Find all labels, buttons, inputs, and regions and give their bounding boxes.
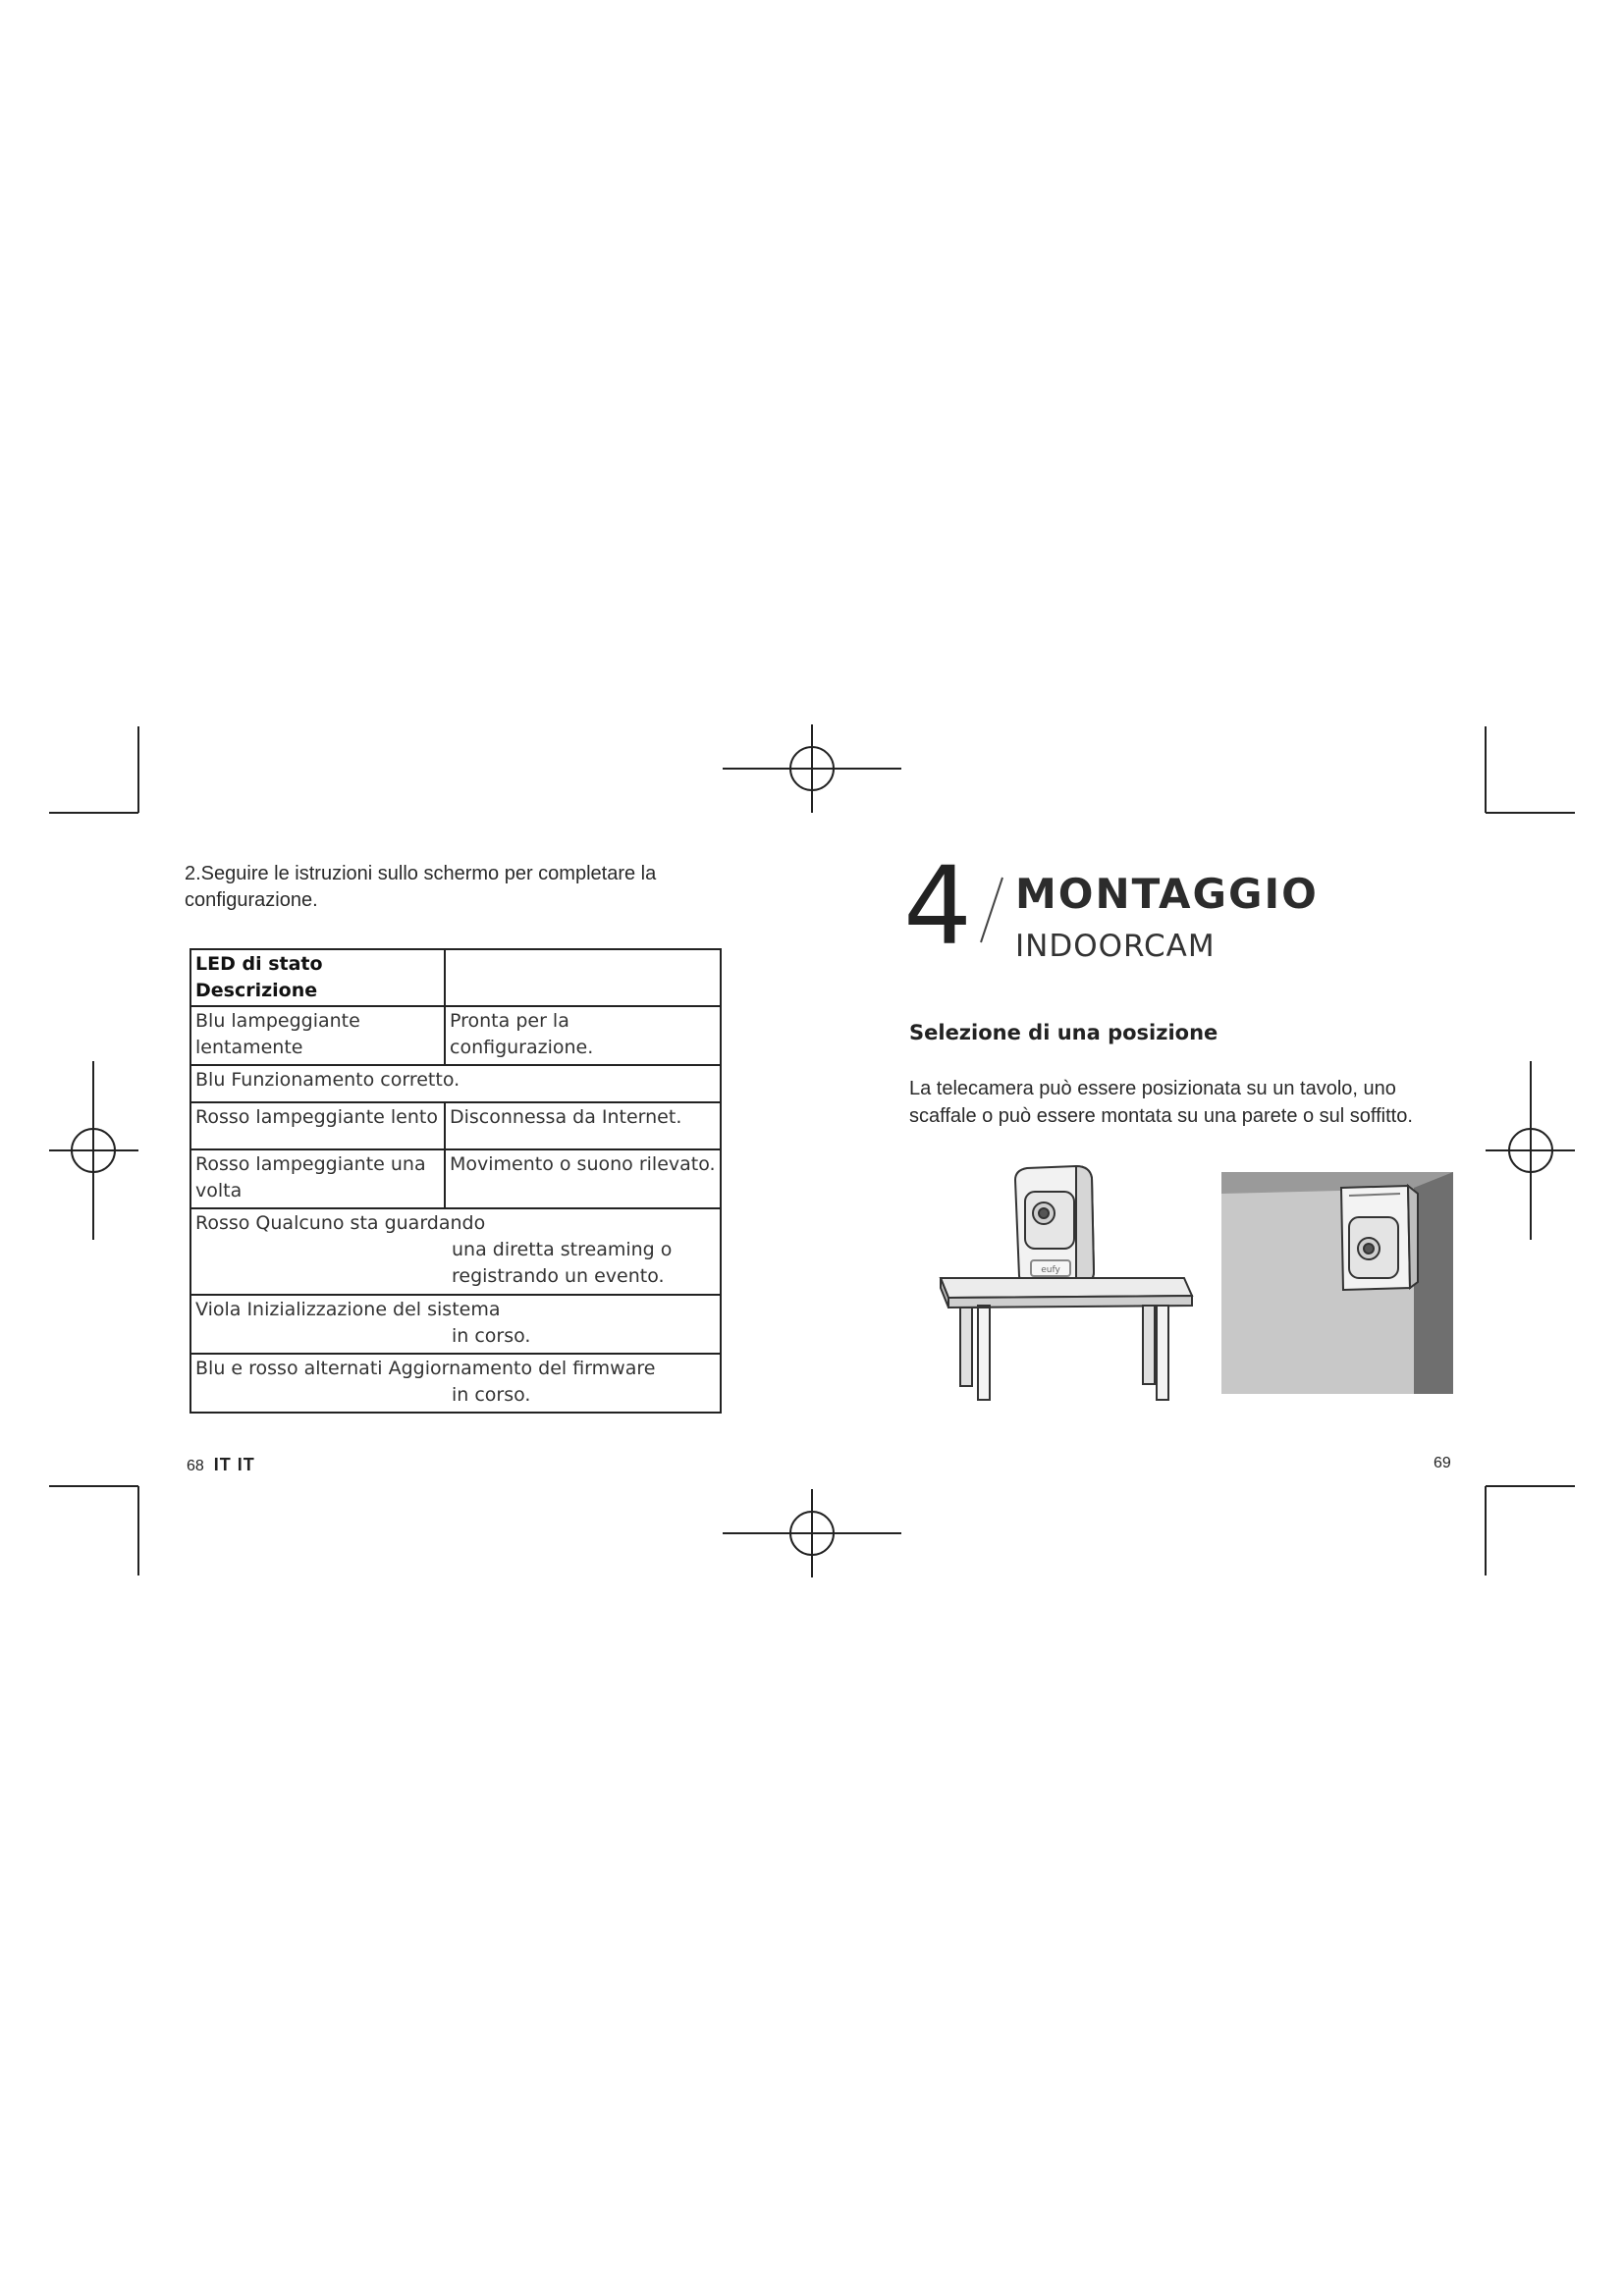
merged-line: in corso. <box>452 1325 531 1347</box>
merged-line: una diretta streaming o <box>452 1239 673 1260</box>
page-number: 68 <box>187 1458 204 1474</box>
merged-line: registrando un evento. <box>452 1265 665 1287</box>
description-cell: Movimento o suono rilevato. <box>445 1149 721 1208</box>
merged-line: Viola Inizializzazione del sistema <box>195 1299 501 1320</box>
merged-line: in corso. <box>452 1384 531 1406</box>
merged-cell <box>190 1295 721 1354</box>
setup-instruction: 2.Seguire le istruzioni sullo schermo per completare la configurazione. <box>185 863 657 911</box>
led-cell: Blu lampeggiante lentamente <box>190 1006 445 1065</box>
description-cell: Pronta per la configurazione. <box>445 1006 721 1065</box>
merged-cell <box>190 1354 721 1413</box>
camera-on-table-illustration <box>939 1162 1194 1417</box>
camera-on-wall-illustration <box>1221 1172 1457 1398</box>
table-row <box>190 1208 721 1295</box>
page-footer-left <box>187 1455 255 1475</box>
page-footer-right: 69 <box>1434 1455 1451 1471</box>
led-status-table <box>189 948 722 1414</box>
table-row <box>190 1065 721 1102</box>
table-header-row <box>190 949 721 1006</box>
merged-cell <box>190 1208 721 1295</box>
table-row <box>190 1149 721 1208</box>
description-cell: Disconnessa da Internet. <box>445 1102 721 1149</box>
chapter-slash-icon <box>977 876 1006 944</box>
chapter-subtitle: INDOORCAM <box>1015 929 1216 964</box>
merged-line: Rosso Qualcuno sta guardando <box>195 1212 486 1234</box>
led-cell: Rosso lampeggiante lento <box>190 1102 445 1149</box>
chapter-title: MONTAGGIO <box>1015 870 1319 918</box>
table-row <box>190 1006 721 1065</box>
table-row <box>190 1102 721 1149</box>
merged-line: Blu e rosso alternati Aggiornamento del firmware <box>195 1358 656 1379</box>
table-row <box>190 1295 721 1354</box>
table-header-cell: LED di stato Descrizione <box>190 949 445 1006</box>
section-title: Selezione di una posizione <box>909 1021 1218 1044</box>
placement-description: La telecamera può essere posizionata su un tavolo, uno scaffale o può essere montata su una parete o sul soffitto. <box>909 1078 1413 1127</box>
led-cell: Rosso lampeggiante una volta <box>190 1149 445 1208</box>
chapter-number: 4 <box>903 843 972 969</box>
table-header-empty-cell <box>445 949 721 1006</box>
table-row <box>190 1354 721 1413</box>
merged-cell: Blu Funzionamento corretto. <box>190 1065 721 1102</box>
camera-brand: eufy <box>1041 1265 1060 1275</box>
language-label: IT IT <box>213 1455 255 1474</box>
